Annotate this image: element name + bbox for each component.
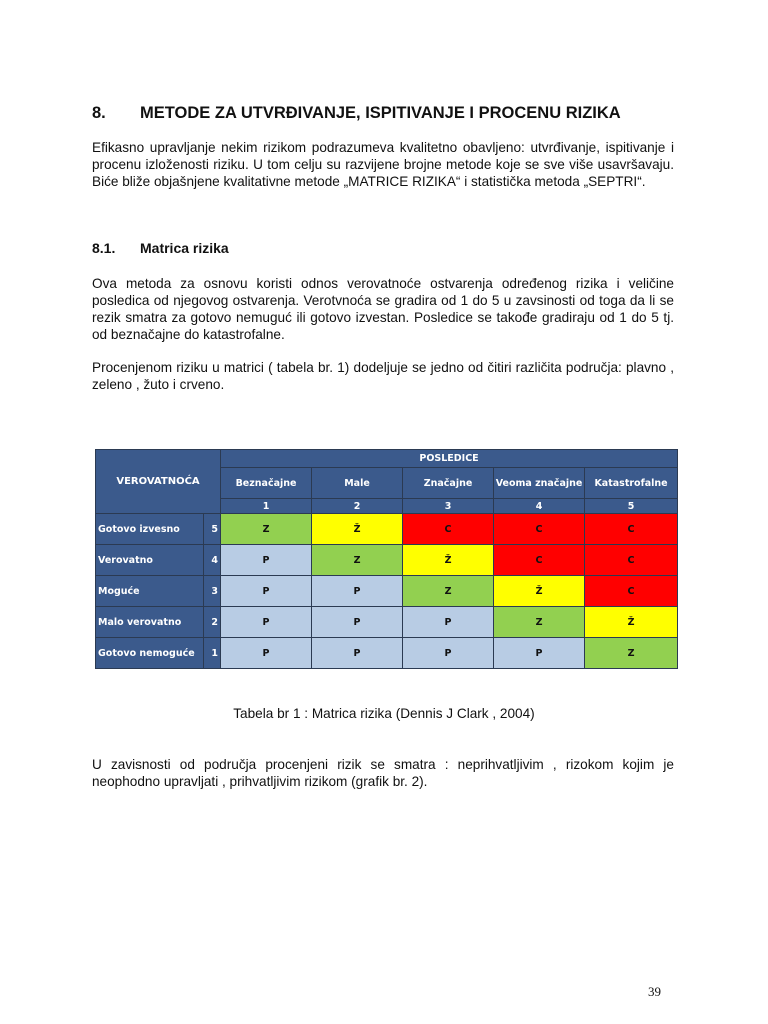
risk-cell: C	[494, 545, 585, 576]
risk-cell: P	[221, 638, 312, 669]
table-row	[96, 545, 678, 576]
risk-cell: P	[403, 638, 494, 669]
risk-cell: P	[221, 576, 312, 607]
table-row	[96, 576, 678, 607]
table-row	[96, 638, 678, 669]
risk-cell: P	[312, 638, 403, 669]
table-row	[96, 514, 678, 545]
row-num: 3	[204, 576, 221, 607]
section-title: METODE ZA UTVRĐIVANJE, ISPITIVANJE I PROCENU RIZIKA	[140, 104, 621, 122]
row-label: Moguće	[96, 576, 204, 607]
col-label-2: Male	[312, 468, 403, 499]
risk-cell: P	[403, 607, 494, 638]
method-paragraph: Ova metoda za osnovu koristi odnos verovatnoće ostvarenja određenog rizika i veličine posledica od njegovog ostvarenja. Verotvnoća se gradira od 1 do 5 u zavsinosti od toga da li se rezik smatra za gotovo nemuguć ili gotovo izvestan. Posledice se takođe gradiraju od 1 do 5 tj. od beznačajne do katastrofalne.	[92, 276, 674, 342]
table-row	[96, 607, 678, 638]
row-num: 4	[204, 545, 221, 576]
conclusion-paragraph: U zavisnosti od područja procenjeni rizik se smatra : neprihvatljivim , rizokom kojim je neophodno upravljati , prihvatljivim rizikom (grafik br. 2).	[92, 757, 674, 789]
table-caption: Tabela br 1 : Matrica rizika (Dennis J Clark , 2004)	[233, 706, 535, 721]
risk-matrix-table	[95, 449, 678, 669]
risk-cell: P	[312, 576, 403, 607]
risk-cell: Z	[221, 514, 312, 545]
section-heading	[92, 104, 682, 123]
risk-cell: P	[221, 545, 312, 576]
row-num: 5	[204, 514, 221, 545]
row-label: Gotovo izvesno	[96, 514, 204, 545]
risk-cell: C	[494, 514, 585, 545]
page-number: 39	[648, 984, 661, 999]
risk-cell: Z	[312, 545, 403, 576]
subsection-number: 8.1.	[92, 240, 116, 256]
consequences-header: POSLEDICE	[221, 450, 678, 468]
row-label: Malo verovatno	[96, 607, 204, 638]
risk-cell: Ž	[403, 545, 494, 576]
subsection-title: Matrica rizika	[140, 240, 229, 256]
row-num: 2	[204, 607, 221, 638]
risk-cell: P	[221, 607, 312, 638]
row-num: 1	[204, 638, 221, 669]
col-num-2: 2	[312, 499, 403, 514]
risk-cell: Z	[403, 576, 494, 607]
probability-header: VEROVATNOĆA	[96, 450, 221, 514]
col-label-5: Katastrofalne	[585, 468, 678, 499]
risk-cell: P	[494, 638, 585, 669]
col-num-4: 4	[494, 499, 585, 514]
col-label-3: Značajne	[403, 468, 494, 499]
subsection-heading	[92, 240, 229, 256]
risk-cell: Ž	[585, 607, 678, 638]
risk-cell: Ž	[312, 514, 403, 545]
risk-cell: Z	[585, 638, 678, 669]
col-num-5: 5	[585, 499, 678, 514]
intro-paragraph: Efikasno upravljanje nekim rizikom podrazumeva kvalitetno obavljeno: utvrđivanje, ispitivanje i procenu izloženosti riziku. U tom celju su razvijene brojne metode koje se sve više usavršavaju. Biće bliže objašnjene kvalitativne metode „MATRICE RIZIKA“ i statistička metoda „SEPTRI“.	[92, 140, 674, 189]
col-num-1: 1	[221, 499, 312, 514]
risk-cell: P	[312, 607, 403, 638]
matrix-paragraph: Procenjenom riziku u matrici ( tabela br. 1) dodeljuje se jedno od čitiri različita područja: plavno , zeleno , žuto i crveno.	[92, 360, 674, 392]
col-num-3: 3	[403, 499, 494, 514]
row-label: Verovatno	[96, 545, 204, 576]
risk-cell: C	[403, 514, 494, 545]
row-label: Gotovo nemoguće	[96, 638, 204, 669]
col-label-4: Veoma značajne	[494, 468, 585, 499]
section-number: 8.	[92, 104, 106, 122]
risk-cell: C	[585, 545, 678, 576]
risk-cell: Ž	[494, 576, 585, 607]
col-label-1: Beznačajne	[221, 468, 312, 499]
risk-cell: C	[585, 576, 678, 607]
risk-cell: Z	[494, 607, 585, 638]
risk-cell: C	[585, 514, 678, 545]
